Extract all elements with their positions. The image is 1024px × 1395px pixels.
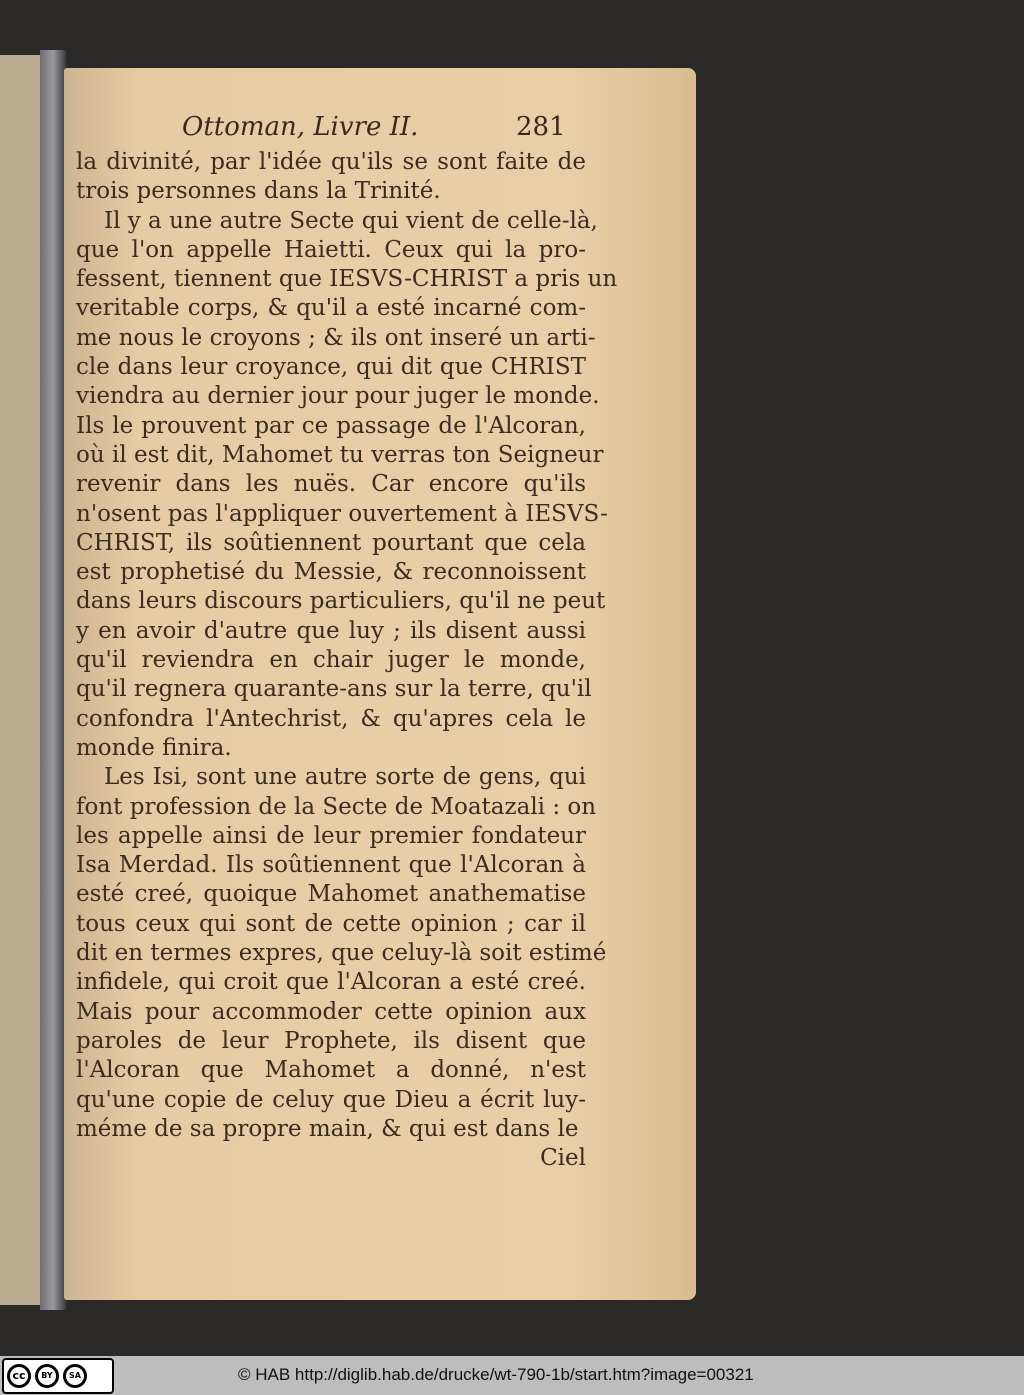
text-line: la divinité, par l'idée qu'ils se sont faite de xyxy=(76,149,586,175)
page-body-text xyxy=(76,148,618,1173)
text-line: que l'on appelle Haietti. Ceux qui la pro- xyxy=(76,236,586,263)
text-line: qu'une copie de celuy que Dieu a écrit luy- xyxy=(76,1086,586,1113)
text-line: CHRIST, ils soûtiennent pourtant que cela xyxy=(76,529,586,556)
text-line: les appelle ainsi de leur premier fondateur xyxy=(76,822,586,849)
text-line: confondra l'Antechrist, & qu'apres cela le xyxy=(76,705,586,732)
text-line: viendra au dernier jour pour juger le monde. xyxy=(76,383,600,410)
text-line: veritable corps, & qu'il a esté incarné com- xyxy=(76,295,586,322)
text-line: tous ceux qui sont de cette opinion ; car il xyxy=(76,910,586,937)
text-line: esté creé, quoique Mahomet anathematise xyxy=(76,881,586,908)
text-line: dit en termes expres, que celuy-là soit estimé xyxy=(76,940,607,967)
text-line: me nous le croyons ; & ils ont inseré un arti- xyxy=(76,324,596,351)
sa-icon: SA xyxy=(63,1364,87,1388)
text-line: Il y a une autre Secte qui vient de celle-là, xyxy=(104,207,598,234)
text-line: fessent, tiennent que IESVS-CHRIST a pris un xyxy=(76,266,618,293)
text-line: Les Isi, sont une autre sorte de gens, qui xyxy=(104,764,586,791)
text-line: revenir dans les nuës. Car encore qu'ils xyxy=(76,471,586,498)
text-line: l'Alcoran que Mahomet a donné, n'est xyxy=(76,1057,586,1084)
text-line: font profession de la Secte de Moatazali : on xyxy=(76,793,597,820)
text-line: n'osent pas l'appliquer ouvertement à IESVS- xyxy=(76,500,608,527)
footer-bar xyxy=(0,1356,1024,1395)
running-head: Ottoman, Livre II. xyxy=(182,112,419,142)
by-icon: BY xyxy=(35,1364,59,1388)
text-line: Mais pour accommoder cette opinion aux xyxy=(76,998,586,1025)
copyright-credit[interactable]: © HAB http://diglib.hab.de/drucke/wt-790-1b/start.htm?image=00321 xyxy=(238,1365,754,1384)
text-line: cle dans leur croyance, qui dit que CHRIST xyxy=(76,354,586,381)
text-line: dans leurs discours particuliers, qu'il ne peut xyxy=(76,588,606,615)
text-line: qu'il reviendra en chair juger le monde, xyxy=(76,647,586,674)
text-line: qu'il regnera quarante-ans sur la terre, qu'il xyxy=(76,676,592,703)
cc-by-sa-license-badge[interactable] xyxy=(2,1358,114,1394)
text-line: trois personnes dans la Trinité. xyxy=(76,178,441,205)
text-line: méme de sa propre main, & qui est dans le xyxy=(76,1115,579,1142)
text-line: monde finira. xyxy=(76,734,232,761)
text-line: Isa Merdad. Ils soûtiennent que l'Alcoran à xyxy=(76,852,586,879)
book-spine xyxy=(40,50,66,1310)
text-line: où il est dit, Mahomet tu verras ton Seigneur xyxy=(76,441,604,468)
text-line: est prophetisé du Messie, & reconnoissent xyxy=(76,559,586,586)
text-line: paroles de leur Prophete, ils disent que xyxy=(76,1027,586,1054)
text-line: infidele, qui croit que l'Alcoran a esté creé. xyxy=(76,969,586,996)
page-number: 281 xyxy=(516,112,566,142)
cc-icon: cc xyxy=(7,1364,31,1388)
text-line: y en avoir d'autre que luy ; ils disent aussi xyxy=(76,617,586,644)
catchword: Ciel xyxy=(540,1145,586,1172)
text-line: Ils le prouvent par ce passage de l'Alcoran, xyxy=(76,412,586,439)
